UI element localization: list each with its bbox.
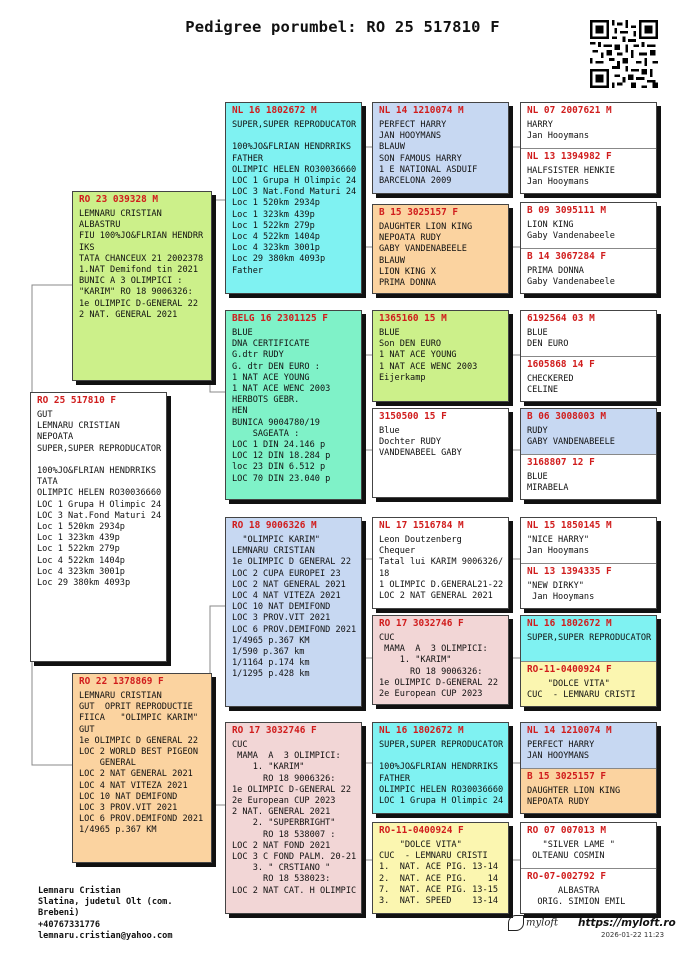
sd-dam-ring: 3150500 15 F [379, 411, 447, 422]
sire-sire-card[interactable] [225, 102, 362, 294]
g4-8-sire-details: "SILVER LAME " OLTEANU COSMIN [532, 840, 615, 862]
dam-dam-ring: RO 17 3032746 F [232, 725, 317, 736]
myloft-logo-text: myloft [526, 917, 559, 929]
g4-5-dam[interactable] [521, 563, 656, 608]
ss-sire-card[interactable] [372, 102, 509, 194]
g4-4-sire[interactable] [521, 409, 656, 454]
ds-sire-card[interactable] [372, 517, 509, 609]
g4-pair-6[interactable] [520, 615, 657, 707]
g4-8-sire-ring: RO 07 007013 M [527, 825, 607, 836]
g4-2-sire[interactable] [521, 203, 656, 248]
generated-timestamp: 2026-01-22 11:23 [601, 931, 665, 939]
g4-6-dam[interactable] [521, 661, 656, 706]
sire-sire-details: SUPER,SUPER REPRODUCATOR 100%JO&FLRIAN HENDRRIKS FATHER OLIMPIC HELEN RO30036660 LOC 1 Grupa H Olimpic 24 LOC 3 Nat.Fond Maturi 24 Loc 1 520km 2934p Loc 1 323km 439p Loc 1 522km 279p Loc 4 522km 1404p Loc 4 323km 3001p Loc 29 380km 4093p Father [232, 120, 357, 276]
sd-dam-details: Blue Dochter RUDY VANDENABEEL GABY [379, 426, 462, 459]
dam-card[interactable] [72, 673, 212, 863]
dd-sire-ring: NL 16 1802672 M [379, 725, 464, 736]
sire-details: LEMNARU CRISTIAN ALBASTRU FIU 100%JO&FLRIAN HENDRR IKS TATA CHANCEUX 21 2002378 1.NAT Demifond tin 2021 BUNIC A 3 OLIMPICI : "KARIM" RO 18 9006326: 1e OLIMPIC D-GENERAL 22 2 NAT. GENERAL 2021 [79, 209, 204, 320]
g4-1-dam[interactable] [521, 148, 656, 193]
g4-6-dam-ring: RO-11-0400924 F [527, 664, 612, 675]
site-url-link[interactable]: https://myloft.ro [578, 917, 676, 929]
g4-7-sire[interactable] [521, 723, 656, 768]
g4-6-sire[interactable] [521, 616, 656, 661]
sire-dam-details: BLUE DNA CERTIFICATE G.dtr RUDY G. dtr DEN EURO : 1 NAT ACE YOUNG 1 NAT ACE WENC 2003 HERBOTS GEBR. HEN BUNICA 9004780/19 SAGEATA : LOC 1 DIN 24.146 p LOC 12 DIN 18.284 p loc 23 DIN 6.512 p LOC 70 DIN 23.040 p [232, 328, 331, 484]
dd-dam-ring: RO-11-0400924 F [379, 825, 464, 836]
g4-1-sire-ring: NL 07 2007621 M [527, 105, 612, 116]
g4-7-dam[interactable] [521, 768, 656, 813]
g4-8-dam[interactable] [521, 868, 656, 913]
dd-dam-card[interactable] [372, 822, 509, 914]
dam-dam-details: CUC MAMA A 3 OLIMPICI: 1. "KARIM" RO 18 9006326: 1e OLIMPIC D-GENERAL 22 2e European CUP 2023 2 NAT. GENERAL 2021 2. "SUPERBRIGHT" RO 18 538007 : LOC 2 NAT FOND 2021 LOC 3 C FOND PALM. 20-21 3. " CRSTIANO " RO 18 538023: LOC 2 NAT CAT. H OLIMPIC [232, 740, 357, 896]
sire-dam-card[interactable] [225, 310, 362, 500]
g4-1-sire-details: HARRY Jan Hooymans [527, 120, 590, 142]
g4-2-dam-ring: B 14 3067284 F [527, 251, 607, 262]
g4-3-dam[interactable] [521, 356, 656, 401]
g4-pair-3[interactable] [520, 310, 657, 402]
g4-2-sire-details: LION KING Gaby Vandenabeele [527, 220, 615, 242]
myloft-logo [508, 915, 558, 931]
sire-card[interactable] [72, 191, 212, 381]
ss-dam-ring: B 15 3025157 F [379, 207, 459, 218]
g4-5-sire-ring: NL 15 1850145 M [527, 520, 612, 531]
g4-3-dam-details: CHECKERED CELINE [527, 374, 574, 396]
ss-sire-details: PERFECT HARRY JAN HOOYMANS BLAUW SON FAMOUS HARRY 1 E NATIONAL ASDUIF BARCELONA 2009 [379, 120, 478, 187]
g4-7-dam-details: DAUGHTER LION KING NEPOATA RUDY [527, 786, 621, 808]
dd-sire-card[interactable] [372, 722, 509, 814]
owner-contact: Lemnaru Cristian Slatina, judetul Olt (com. Brebeni) +40767331776 lemnaru.cristian@yahoo.com [38, 886, 173, 941]
g4-3-sire-ring: 6192564 03 M [527, 313, 595, 324]
g4-pair-4[interactable] [520, 408, 657, 500]
g4-pair-2[interactable] [520, 202, 657, 294]
page-title: Pedigree porumbel: RO 25 517810 F [185, 18, 500, 36]
g4-5-dam-ring: NL 13 1394335 F [527, 566, 612, 577]
g4-2-dam-details: PRIMA DONNA Gaby Vandenabeele [527, 266, 615, 288]
g4-6-sire-details: SUPER,SUPER REPRODUCATOR [527, 633, 652, 643]
dam-sire-ring: RO 18 9006326 M [232, 520, 317, 531]
myloft-logo-icon [508, 915, 524, 931]
g4-2-sire-ring: B 09 3095111 M [527, 205, 607, 216]
sd-sire-ring: 1365160 15 M [379, 313, 447, 324]
g4-4-sire-details: RUDY GABY VANDENABEELE [527, 426, 615, 448]
g4-6-dam-details: "DOLCE VITA" CUC - LEMNARU CRISTI [527, 679, 636, 701]
dam-details: LEMNARU CRISTIAN GUT OPRIT REPRODUCTIE FIICA "OLIMPIC KARIM" GUT 1e OLIMPIC D GENERAL 22 LOC 2 WORLD BEST PIGEON GENERAL LOC 2 NAT GENERAL 2021 LOC 4 NAT VITEZA 2021 LOC 10 NAT DEMIFOND LOC 3 PROV.VIT 2021 LOC 6 PROV.DEMIFOND 2021 1/4965 p.367 KM [79, 691, 204, 836]
ds-dam-card[interactable] [372, 615, 509, 705]
ds-dam-ring: RO 17 3032746 F [379, 618, 464, 629]
g4-pair-8[interactable] [520, 822, 657, 914]
ss-sire-ring: NL 14 1210074 M [379, 105, 464, 116]
sire-sire-ring: NL 16 1802672 M [232, 105, 317, 116]
main-pigeon-details: GUT LEMNARU CRISTIAN NEPOATA SUPER,SUPER REPRODUCATOR 100%JO&FLRIAN HENDRRIKS TATA OLIMPIC HELEN RO30036660 LOC 1 Grupa H Olimpic 24 LOC 3 Nat.Fond Maturi 24 Loc 1 520km 2934p Loc 1 323km 439p Loc 1 522km 279p Loc 4 522km 1404p Loc 4 323km 3001p Loc 29 380km 4093p [37, 410, 162, 589]
ds-sire-ring: NL 17 1516784 M [379, 520, 464, 531]
g4-pair-1[interactable] [520, 102, 657, 194]
sd-dam-card[interactable] [372, 408, 509, 498]
g4-3-sire-details: BLUE DEN EURO [527, 328, 569, 350]
g4-7-sire-details: PERFECT HARRY JAN HOOYMANS [527, 740, 595, 762]
ds-sire-details: Leon Doutzenberg Chequer Tatal lui KARIM 9006326/ 18 1 OLIMPIC D.GENERAL21-22 LOC 2 NAT GENERAL 2021 [379, 535, 504, 602]
g4-4-dam[interactable] [521, 454, 656, 499]
ss-dam-details: DAUGHTER LION KING NEPOATA RUDY GABY VANDENABEELE BLAUW LION KING X PRIMA DONNA [379, 222, 473, 289]
dd-sire-details: SUPER,SUPER REPRODUCATOR 100%JO&FLRIAN HENDRRIKS FATHER OLIMPIC HELEN RO30036660 LOC 1 Grupa H Olimpic 24 [379, 740, 504, 807]
sire-ring: RO 23 039328 M [79, 194, 159, 205]
g4-8-dam-ring: RO-07-002792 F [527, 871, 607, 882]
sd-sire-details: BLUE Son DEN EURO 1 NAT ACE YOUNG 1 NAT ACE WENC 2003 Eijerkamp [379, 328, 478, 383]
sd-sire-card[interactable] [372, 310, 509, 402]
g4-5-sire[interactable] [521, 518, 656, 563]
g4-7-dam-ring: B 15 3025157 F [527, 771, 607, 782]
g4-2-dam[interactable] [521, 248, 656, 293]
g4-4-dam-details: BLUE MIRABELA [527, 472, 569, 494]
main-pigeon-ring: RO 25 517810 F [37, 395, 117, 406]
g4-pair-5[interactable] [520, 517, 657, 609]
g4-1-dam-ring: NL 13 1394982 F [527, 151, 612, 162]
dam-sire-details: "OLIMPIC KARIM" LEMNARU CRISTIAN 1e OLIMPIC D GENERAL 22 LOC 2 CUPA EUROPEI 23 LOC 2 NAT GENERAL 2021 LOC 4 NAT VITEZA 2021 LOC 10 NAT DEMIFOND LOC 3 PROV.VIT 2021 LOC 6 PROV.DEMIFOND 2021 1/4965 p.367 KM 1/590 p.367 km 1/1164 p.174 km 1/1295 p.428 km [232, 535, 357, 680]
g4-4-dam-ring: 3168807 12 F [527, 457, 595, 468]
dam-ring: RO 22 1378869 F [79, 676, 164, 687]
g4-1-sire[interactable] [521, 103, 656, 148]
g4-3-dam-ring: 1605868 14 F [527, 359, 595, 370]
g4-5-sire-details: "NICE HARRY" Jan Hooymans [527, 535, 590, 557]
g4-5-dam-details: "NEW DIRKY" Jan Hooymans [527, 581, 595, 603]
sire-dam-ring: BELG 16 2301125 F [232, 313, 328, 324]
ds-dam-details: CUC MAMA A 3 OLIMPICI: 1. "KARIM" RO 18 9006326: 1e OLIMPIC D-GENERAL 22 2e European CUP 2023 [379, 633, 498, 700]
dd-dam-details: "DOLCE VITA" CUC - LEMNARU CRISTI 1. NAT. ACE PIG. 13-14 2. NAT. ACE PIG. 14 7. NAT. ACE PIG. 13-15 3. NAT. SPEED 13-14 [379, 840, 498, 907]
g4-3-sire[interactable] [521, 311, 656, 356]
dam-dam-card[interactable] [225, 722, 362, 914]
g4-4-sire-ring: B 06 3008003 M [527, 411, 607, 422]
g4-pair-7[interactable] [520, 722, 657, 814]
g4-1-dam-details: HALFSISTER HENKIE Jan Hooymans [527, 166, 615, 188]
ss-dam-card[interactable] [372, 204, 509, 294]
g4-7-sire-ring: NL 14 1210074 M [527, 725, 612, 736]
dam-sire-card[interactable] [225, 517, 362, 707]
g4-8-sire[interactable] [521, 823, 656, 868]
g4-8-dam-details: ALBASTRA ORIG. SIMION EMIL [537, 886, 626, 908]
g4-6-sire-ring: NL 16 1802672 M [527, 618, 612, 629]
main-pigeon-card[interactable] [30, 392, 167, 662]
